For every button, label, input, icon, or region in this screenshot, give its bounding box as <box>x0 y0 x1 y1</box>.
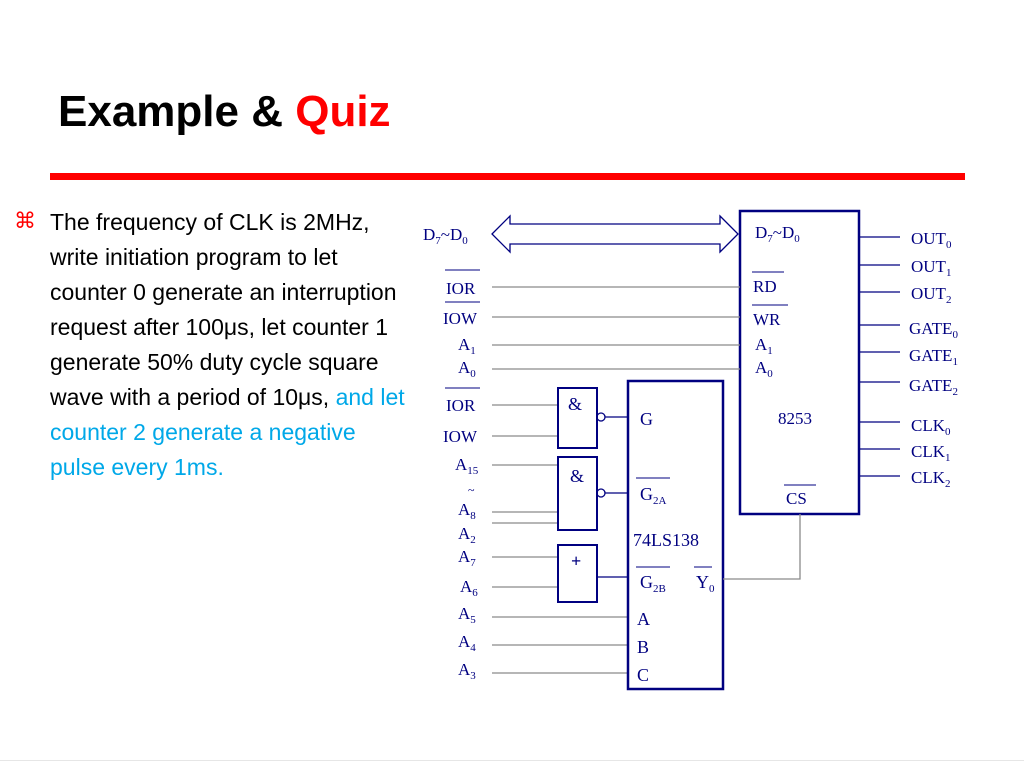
signal-a15-sub: 15 <box>467 465 479 477</box>
signal-ior-1: IOR <box>446 279 476 298</box>
signal-a1: $A_1$ <box>458 335 476 357</box>
signal-iow-2: IOW <box>443 427 477 446</box>
or-gate-symbol: + <box>571 551 582 571</box>
decoder-pin-y0: $Y_0$ <box>696 572 715 595</box>
signal-a4: $A_4$ <box>458 632 476 654</box>
signal-a0-sub: 0 <box>470 368 476 380</box>
signal-a2: $A_2$ <box>458 524 476 546</box>
pin-clk2-sub: 2 <box>945 478 951 490</box>
pin-out0: $OUT_0$ <box>911 229 952 251</box>
decoder-pin-y0-sub: 0 <box>709 583 715 595</box>
pin-8253-data-bus <box>755 223 800 245</box>
signal-a8: $A_8$ <box>458 500 476 522</box>
pin-out1-sub: 1 <box>945 267 952 279</box>
pin-out1: $OUT_1$ <box>911 257 952 279</box>
and-gate-1-symbol: & <box>568 394 583 414</box>
pin-gate2-sub: 2 <box>952 386 958 398</box>
signal-a1-sub: 1 <box>470 345 476 357</box>
pin-gate0: $GATE_0$ <box>909 319 958 341</box>
pin-8253-a1-sub: 1 <box>767 345 773 357</box>
pin-gate1-sub: 1 <box>952 356 958 368</box>
decoder-pin-g: G <box>640 409 653 429</box>
signal-iow-1: IOW <box>443 309 477 328</box>
pin-clk0-sub: 0 <box>945 426 951 438</box>
decoder-pin-b: B <box>637 637 650 657</box>
and-gate-2-inverter <box>597 489 605 497</box>
bullet-command-icon: ⌘ <box>14 209 36 234</box>
pin-gate1: $GATE_1$ <box>909 346 958 368</box>
signal-a6: $A_6$ <box>460 577 478 599</box>
pin-8253-cs: CS <box>786 489 807 508</box>
signal-a0: $A_0$ <box>458 358 476 380</box>
decoder-pin-g2b-sub: 2B <box>653 583 666 595</box>
pin-out0-sub: 0 <box>945 239 952 251</box>
pin-d-sub0: 0 <box>794 233 800 245</box>
signal-a5-sub: 5 <box>470 614 476 626</box>
bus-label-sub0: 0 <box>462 235 468 247</box>
title-accent: Quiz <box>295 87 391 136</box>
pin-8253-rd: RD <box>753 277 777 296</box>
pin-clk1-sub: 1 <box>945 452 951 464</box>
pin-d-tilde: ~D <box>772 223 795 242</box>
pin-8253-a0: $A_0$ <box>755 358 773 380</box>
decoder-pin-c: C <box>637 665 650 685</box>
wire-y0-to-cs <box>723 514 800 579</box>
bus-label-d: D <box>423 225 436 244</box>
signal-a4-sub: 4 <box>470 642 476 654</box>
decoder-pin-g2a: $G_{2A}$ <box>640 484 667 507</box>
chip-8253-name: 8253 <box>778 409 812 428</box>
signal-a7: $A_7$ <box>458 547 476 569</box>
pin-8253-a1: $A_1$ <box>755 335 773 357</box>
decoder-name: 74LS138 <box>633 530 700 550</box>
signal-a3: $A_3$ <box>458 660 476 682</box>
pin-clk0: $CLK_0$ <box>911 416 951 438</box>
signal-a2-sub: 2 <box>470 534 476 546</box>
pin-gate2: $GATE_2$ <box>909 376 958 398</box>
pin-out2: $OUT_2$ <box>911 284 952 306</box>
signal-range-tilde: ~ <box>468 483 475 497</box>
data-bus-arrow <box>492 216 738 252</box>
signal-a15: $A_{15}$ <box>455 455 479 477</box>
bus-label-left <box>423 225 468 247</box>
signal-a5: $A_5$ <box>458 604 476 626</box>
pin-clk2: $CLK_2$ <box>911 468 951 490</box>
signal-a3-sub: 3 <box>470 670 476 682</box>
pin-clk1: $CLK_1$ <box>911 442 951 464</box>
decoder-pin-g2a-sub: 2A <box>653 495 667 507</box>
title-main: Example & <box>58 87 296 136</box>
pin-gate0-sub: 0 <box>952 329 958 341</box>
and-gate-2-symbol: & <box>570 466 585 486</box>
signal-a7-sub: 7 <box>470 557 476 569</box>
signal-ior-2: IOR <box>446 396 476 415</box>
bus-label-sub7: 7 <box>435 235 441 247</box>
pin-d-main: D <box>755 223 768 242</box>
signal-a6-sub: 6 <box>472 587 478 599</box>
question-main: The frequency of CLK is 2MHz, write initiation program to let counter 0 generate an interruption request after 100μs, let counter 1 generate 50% duty cycle square wave with a period of 10μs, <box>50 209 397 410</box>
signal-a8-sub: 8 <box>470 510 476 522</box>
pin-d-sub7: 7 <box>767 233 773 245</box>
decoder-pin-a: A <box>637 609 650 629</box>
pin-out2-sub: 2 <box>945 294 952 306</box>
bus-label-tilde: ~D <box>440 225 463 244</box>
and-gate-1-inverter <box>597 413 605 421</box>
pin-8253-a0-sub: 0 <box>767 368 773 380</box>
decoder-pin-g2b: $G_{2B}$ <box>640 572 666 595</box>
footer-divider <box>0 760 1024 761</box>
question-highlight: and let counter 2 generate a negative pulse every 1ms. <box>50 384 405 480</box>
pin-8253-wr: WR <box>753 310 781 329</box>
